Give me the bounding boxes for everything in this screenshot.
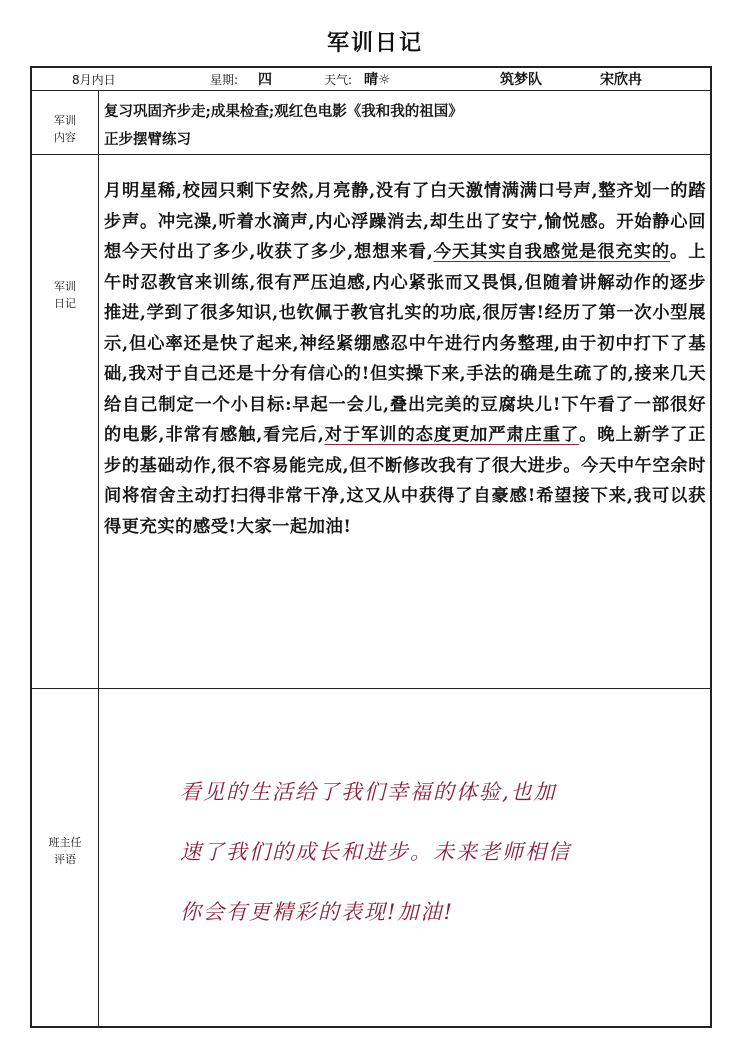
training-content-text: 复习巩固齐步走;成果检查;观红色电影《我和我的祖国》 正步摆臂练习 [104, 103, 463, 148]
page-title: 军训日记 [326, 31, 423, 56]
diary-form [30, 66, 712, 1028]
underlined-phrase-2: 对于军训的态度更加严肃庄重了 [324, 425, 580, 445]
row-divider-1 [32, 154, 710, 155]
form-header-row [32, 68, 710, 91]
diary-label: 军训 日记 [54, 280, 76, 310]
column-divider [98, 90, 99, 1026]
underlined-phrase-1: 今天其实自我感觉是很充实的 [433, 242, 671, 262]
row-divider-2 [32, 688, 710, 689]
diary-text: 月明星稀,校园只剩下安然,月亮静,没有了白天激情满满口号声,整齐划一的踏步声。冲完澡,听着水滴声,内心浮躁消去,却生出了安宁,愉悦感。开始静心回想今天付出了多少,收获了多少,想想来看,今天其实自我感觉是很充实的。上午时忍教官来训练,很有严压迫感,内心紧张而又畏惧,但随着讲解动作的逐步推进,学到了很多知识,也钦佩于教官扎实的功底,很厉害!经历了第一次小型展示,但心率还是快了起来,神经紧绷感忍中午进行内务整理,由于初中打下了基础,我对于自己还是十分有信心的!但实操下来,手法的确是生疏了的,接来几天给自己制定一个小目标:早起一会儿,叠出完美的豆腐块儿!下午看了一部很好的电影,非常有感触,看完后,对于军训的态度更加严肃庄重了。晚上新学了正步的基础动作,很不容易能完成,但不断修改我有了很大进步。今天中午空余时间将宿舍主动打扫得非常干净,这又从中获得了自豪感!希望接下来,我可以获得更充实的感受!大家一起加油! [104, 181, 707, 537]
teacher-comment-label: 班主任 评语 [48, 836, 82, 866]
weekday-label: 星期: [210, 73, 239, 87]
date-field: 8月内日 [72, 73, 116, 87]
teacher-comment-text: 看见的生活给了我们幸福的体验,也加 速了我们的成长和进步。未来老师相信 你会有更精彩的表现!加油! [180, 780, 571, 924]
weather-value: 晴☼ [364, 72, 391, 88]
training-content-label: 军训 内容 [54, 114, 76, 144]
weather-label: 天气: [324, 73, 353, 87]
student-name: 宋欣冉 [600, 72, 642, 88]
team-name: 筑梦队 [500, 72, 542, 88]
weekday-value: 四 [258, 72, 272, 88]
